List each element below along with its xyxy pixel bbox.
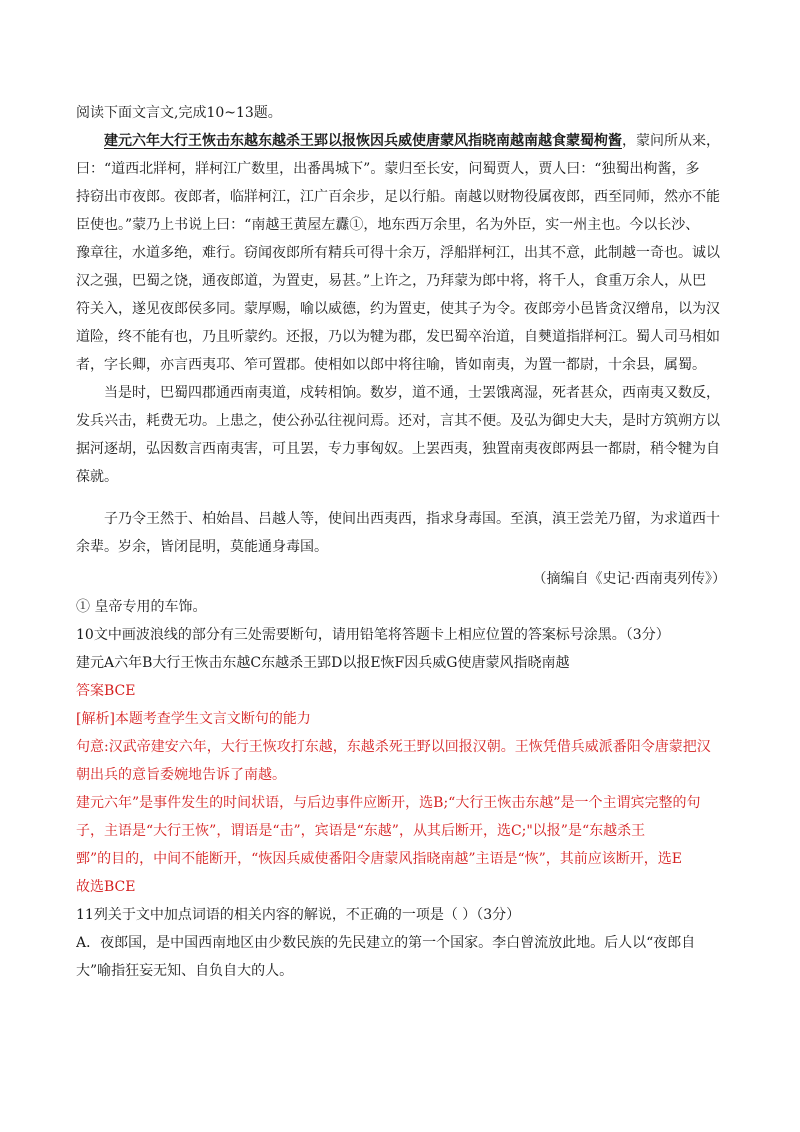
passage-p2-line: 据河逐胡，弘因数言西南夷害，可且罢，专力事匈奴。上罢西夷，独置南夷夜郎两县一都尉，稍令犍为自 <box>76 441 720 457</box>
q10-analysis-line: 句意:汉武帝建安六年，大行王恢攻打东越，东越杀死王野以回报汉朝。王恢凭借兵威派番阳令唐蒙把汉 <box>76 739 711 755</box>
q10-analysis-line: 朝出兵的意旨委婉地告诉了南越。 <box>76 767 286 783</box>
q10-analysis-line: 鄄”的目的，中间不能断开，“恢因兵威使番阳令唐蒙风指晓南越”主语是“恢”，其前应该断开，选E <box>76 851 683 867</box>
q10-analysis-label: [解析]本题考查学生文言文断句的能力 <box>76 711 311 727</box>
passage-p2-line: 发兵兴击，耗费无功。上患之，使公孙弘往视问焉。还对，言其不便。及弘为御史大夫，是时方筑朔方以 <box>76 413 720 429</box>
q10-analysis-line: 故选BCE <box>76 879 136 895</box>
passage-p1-line: 臣使也。”蒙乃上书说上曰：“南越王黄屋左纛①，地东西万余里，名为外臣，实一州主也。今以长沙、 <box>76 217 700 233</box>
passage-p1-line: 汉之强，巴蜀之饶，通夜郎道，为置吏，易甚。”上许之，乃拜蒙为郎中将，将千人，食重万余人，从巴 <box>76 273 707 289</box>
q11-stem: 11列关于文中加点词语的相关内容的解说，不正确的一项是（ ）（3分） <box>76 907 521 923</box>
q11-option-a-line: 大”喻指狂妄无知、自负自大的人。 <box>76 963 294 979</box>
q11-option-a-line: A．夜郎国，是中国西南地区由少数民族的先民建立的第一个国家。李白曾流放此地。后人以“夜郎自 <box>76 935 696 951</box>
passage-p1-line: 曰：“道西北牂柯，牂柯江广数里，出番禺城下”。蒙归至长安，问蜀贾人，贾人曰：“独蜀出枸酱，多 <box>76 161 700 177</box>
footnote: ① 皇帝专用的车饰。 <box>76 599 207 615</box>
passage-p2-line: 葆就。 <box>76 469 118 485</box>
q10-answer: 答案BCE <box>76 683 136 699</box>
q10-stem: 10文中画波浪线的部分有三处需要断句，请用铅笔将答题卡上相应位置的答案标号涂黑。（3分） <box>76 627 670 643</box>
passage-p1-line-1-rest: ，蒙问所从来， <box>622 133 720 149</box>
passage-p2-line-1: 当是时，巴蜀四郡通西南夷道，戍转相饷。数岁，道不通，士罢饿离湿，死者甚众，西南夷又数反， <box>104 385 720 401</box>
q10-analysis-line: 建元六年”是事件发生的时间状语，与后边事件应断开，选B;“大行王恢击东越”是一个主谓宾完整的句 <box>76 795 701 811</box>
passage-p1-line: 道险，终不能有也，乃且听蒙约。还报，乃以为犍为郡，发巴蜀卒治道，自僰道指牂柯江。蜀人司马相如 <box>76 329 720 345</box>
passage-p1-line: 豫章往，水道多绝，难行。窃闻夜郎所有精兵可得十余万，浮船牂柯江，出其不意，此制越一奇也。诚以 <box>76 245 720 261</box>
q10-analysis-line: 子，主语是“大行王恢”，谓语是“击”，宾语是“东越”，从其后断开，选C;"以报”是“东越杀王 <box>76 823 646 839</box>
passage-p3-line: 余辈。岁余，皆闭昆明，莫能通身毒国。 <box>76 539 328 555</box>
q10-options: 建元A六年B大行王恢击东越C东越杀王郢D以报E恢F因兵威G使唐蒙风指晓南越 <box>76 655 570 671</box>
passage-p1-line: 持窃出市夜郎。夜郎者，临牂柯江，江广百余步，足以行船。南越以财物役属夜郎，西至同师，然亦不能 <box>76 189 720 205</box>
passage-p3-line-1: 子乃令王然于、柏始昌、吕越人等，使间出西夷西，指求身毒国。至滇，滇王尝羌乃留，为求道西十 <box>104 511 720 527</box>
passage-p1-line: 符关入，遂见夜郎侯多同。蒙厚赐，喻以威德，约为置吏，使其子为令。夜郎旁小邑皆贪汉缯帛，以为汉 <box>76 301 720 317</box>
passage-p1-line-1 <box>104 131 726 151</box>
wavy-underlined-segment: 建元六年大行王恢击东越东越杀王郢以报恢因兵威使唐蒙风指晓南越南越食蒙蜀枸酱 <box>104 133 622 149</box>
passage-p1-line: 者，字长卿，亦言西夷邛、笮可置郡。使相如以郎中将往喻，皆如南夷，为置一都尉，十余县，属蜀。 <box>76 357 706 373</box>
intro-line: 阅读下面文言文,完成10~13题。 <box>76 105 282 121</box>
source-citation: （摘编自《史记·西南夷列传》） <box>532 571 726 587</box>
